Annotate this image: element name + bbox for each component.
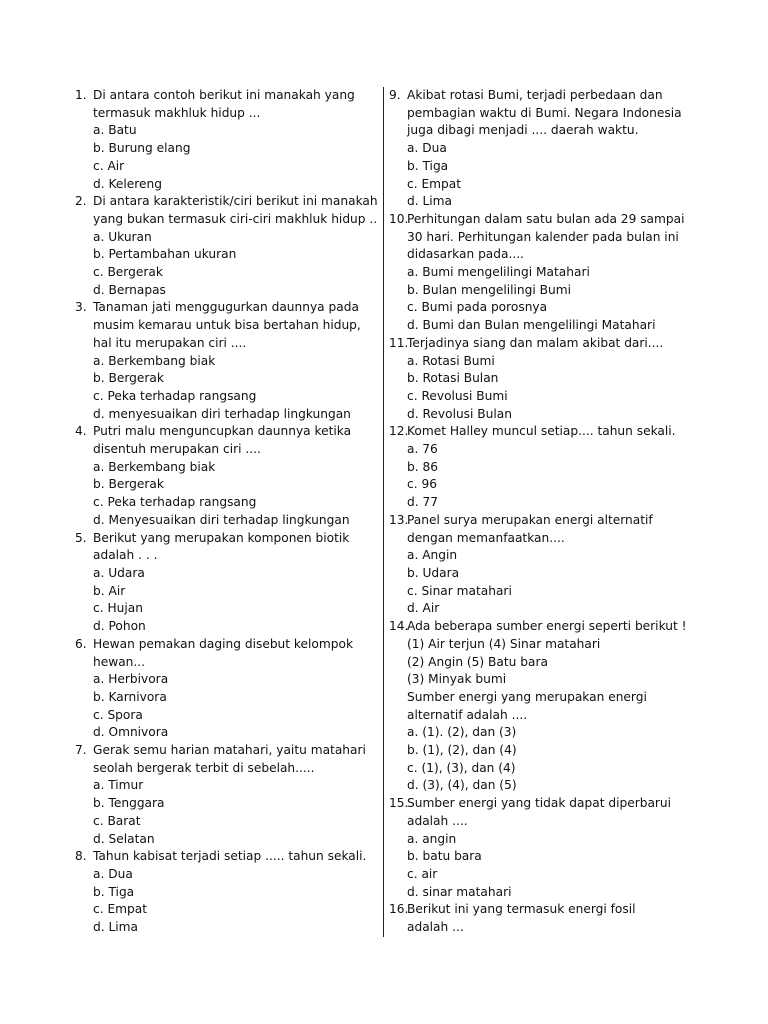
answer-option: c. Peka terhadap rangsang [93,388,257,403]
answer-option: a. Berkembang biak [93,459,216,474]
question-text-line: Panel surya merupakan energi alternatif [407,512,653,527]
answer-option: a. Dua [407,141,447,156]
answer-option: b. Bulan mengelilingi Bumi [407,282,571,297]
answer-option: c. Peka terhadap rangsang [93,495,257,510]
answer-option: b. Pertambahan ukuran [93,247,237,262]
question-item [389,618,687,795]
answer-option: d. sinar matahari [407,884,512,899]
answer-option: b. Air [93,583,126,598]
answer-option: b. Bergerak [93,371,164,386]
answer-option: c. 96 [407,477,437,492]
answer-option: a. Ukuran [93,229,152,244]
question-text-line: Tanaman jati menggugurkan daunnya pada [93,300,359,315]
answer-option: b. Udara [407,565,460,580]
answer-option: c. Air [93,158,125,173]
question-number: 15. [389,796,409,811]
question-text-line: seolah bergerak terbit di sebelah..... [93,760,315,775]
answer-option: d. Bernapas [93,282,166,297]
answer-option: c. Bumi pada porosnya [407,300,548,315]
answer-option: d. Menyesuaikan diri terhadap lingkungan [93,512,350,527]
answer-option: b. Rotasi Bulan [407,371,499,386]
question-text-line: (1) Air terjun (4) Sinar matahari [407,636,601,651]
question-text-line: 30 hari. Perhitungan kalender pada bulan ini [407,229,679,244]
question-item [389,423,679,512]
answer-option: c. Sinar matahari [407,583,512,598]
left-question-column [75,87,378,937]
answer-option: d. Lima [93,920,139,935]
answer-option: a. Angin [407,548,458,563]
answer-option: a. Dua [93,866,133,881]
question-text-line: adalah ... [407,920,464,935]
question-number: 2. [75,194,87,209]
question-text-line: dengan memanfaatkan.... [407,530,565,545]
question-number: 10. [389,211,409,226]
answer-option: d. Kelereng [93,176,162,191]
question-item [75,636,375,742]
answer-option: d. Pohon [93,619,146,634]
answer-option: a. Batu [93,123,137,138]
question-item [75,87,375,193]
answer-option: d. Selatan [93,831,155,846]
answer-option: a. 76 [407,442,438,457]
question-item [389,87,682,211]
question-number: 4. [75,424,87,439]
answer-option: d. Bumi dan Bulan mengelilingi Matahari [407,318,656,333]
question-text-line: yang bukan termasuk ciri-ciri makhluk hidup .. [93,211,378,226]
answer-option: b. Burung elang [93,141,191,156]
question-text-line: Hewan pemakan daging disebut kelompok [93,636,354,651]
question-text-line: Berikut ini yang termasuk energi fosil [407,902,636,917]
question-number: 3. [75,300,87,315]
answer-option: b. batu bara [407,849,482,864]
question-number: 16. [389,902,409,917]
column-divider [383,87,384,937]
answer-option: a. Herbivora [93,672,169,687]
answer-option: d. Air [407,601,440,616]
question-number: 11. [389,335,409,350]
question-item [389,335,679,424]
answer-option: d. menyesuaikan diri terhadap lingkungan [93,406,351,421]
question-item [389,795,679,901]
question-text-line: Akibat rotasi Bumi, terjadi perbedaan dan [407,88,663,102]
question-text-line: Berikut yang merupakan komponen biotik [93,530,350,545]
answer-option: d. (3), (4), dan (5) [407,778,517,793]
answer-option: a. Timur [93,778,144,793]
answer-option: c. Empat [93,902,148,917]
question-number: 12. [389,424,409,439]
question-text-line: musim kemarau untuk bisa bertahan hidup, [93,318,361,333]
question-text-line: hewan... [93,654,146,669]
question-item [75,848,375,937]
answer-option: b. 86 [407,459,438,474]
answer-option: c. Revolusi Bumi [407,388,508,403]
question-text-line: pembagian waktu di Bumi. Negara Indonesia [407,105,682,120]
question-text-line: Tahun kabisat terjadi setiap ..... tahun sekali. [93,849,367,864]
question-number: 13. [389,512,409,527]
question-text-line: alternatif adalah .... [407,707,528,722]
question-item [389,211,685,335]
question-text-line: didasarkan pada.... [407,247,524,262]
question-item [75,193,378,299]
answer-option: d. Lima [407,194,453,209]
question-text-line: Komet Halley muncul setiap.... tahun sekali. [407,424,676,439]
question-text-line: (3) Minyak bumi [407,672,507,687]
answer-option: a. Udara [93,565,145,580]
answer-option: b. Bergerak [93,477,164,492]
question-text-line: adalah . . . [93,548,158,563]
answer-option: a. Berkembang biak [93,353,216,368]
question-text-line: Perhitungan dalam satu bulan ada 29 sampai [407,211,685,226]
answer-option: a. Bumi mengelilingi Matahari [407,265,590,280]
question-item [389,512,679,618]
answer-option: c. Empat [407,176,462,191]
question-number: 8. [75,849,87,864]
answer-option: b. Tenggara [93,796,165,811]
answer-option: b. Karnivora [93,689,167,704]
answer-option: a. (1). (2), dan (3) [407,725,517,740]
right-question-column [389,87,687,937]
answer-option: c. Spora [93,707,143,722]
answer-option: c. Hujan [93,601,143,616]
answer-option: d. Revolusi Bulan [407,406,512,421]
question-item [389,901,679,936]
answer-option: d. 77 [407,495,438,510]
answer-option: b. (1), (2), dan (4) [407,743,517,758]
answer-option: a. Rotasi Bumi [407,353,495,368]
question-text-line: adalah .... [407,813,468,828]
answer-option: d. Omnivora [93,725,169,740]
question-text-line: hal itu merupakan ciri .... [93,335,247,350]
question-text-line: Putri malu menguncupkan daunnya ketika [93,424,352,439]
question-item [75,423,375,529]
question-item [75,530,375,636]
question-number: 14. [389,619,409,634]
answer-option: b. Tiga [407,158,449,173]
question-text-line: termasuk makhluk hidup ... [93,105,261,120]
answer-option: c. Barat [93,813,141,828]
question-text-line: Di antara karakteristik/ciri berikut ini manakah [93,194,378,209]
answer-option: b. Tiga [93,884,135,899]
question-item [75,742,375,848]
question-number: 1. [75,88,87,102]
question-number: 9. [389,88,401,102]
answer-option: a. angin [407,831,457,846]
answer-option: c. (1), (3), dan (4) [407,760,516,775]
question-number: 5. [75,530,87,545]
question-text-line: Gerak semu harian matahari, yaitu matahari [93,743,366,758]
answer-option: c. air [407,866,438,881]
question-number: 6. [75,636,87,651]
question-text-line: (2) Angin (5) Batu bara [407,654,548,669]
question-text-line: Terjadinya siang dan malam akibat dari.... [407,335,664,350]
question-number: 7. [75,743,87,758]
question-text-line: juga dibagi menjadi .... daerah waktu. [407,123,639,138]
question-text-line: disentuh merupakan ciri .... [93,442,261,457]
question-text-line: Sumber energi yang tidak dapat diperbarui [407,796,672,811]
answer-option: c. Bergerak [93,265,163,280]
question-text-line: Ada beberapa sumber energi seperti berikut ! [407,619,687,634]
question-text-line: Sumber energi yang merupakan energi [407,689,647,704]
question-text-line: Di antara contoh berikut ini manakah yang [93,88,355,102]
question-item [75,299,375,423]
